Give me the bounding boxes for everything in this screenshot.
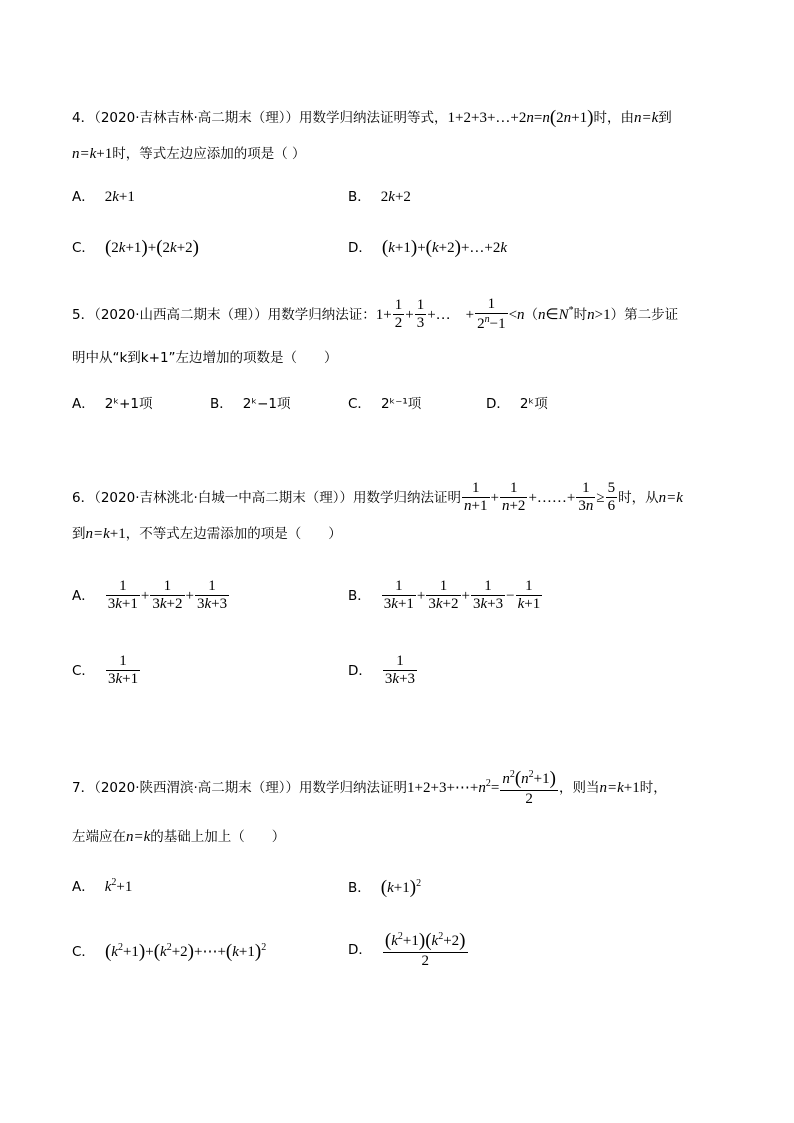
q4-equation: 1+2+3+…+2n=n(2n+1) — [447, 107, 594, 128]
q7-option-c: C． $(k^2+1)+(k^2+2)+\cdots+(k+1)^2$ — [72, 941, 267, 962]
q5-option-c: C． 2ᵏ⁻¹项 — [348, 396, 422, 412]
q4-option-d: D． (k+1)+(k+2)+…+2k — [348, 237, 508, 258]
q4-stem-line1: 4．（2020·吉林吉林·高二期末（理））用数学归纳法证明等式，1+2+3+…+2n=n(2n+1)时，由n=k到 — [72, 107, 672, 128]
q4-option-b: B． 2k+2 — [348, 189, 411, 205]
q5-stem-line2: 明中从“k到k+1”左边增加的项数是（ ） — [72, 350, 338, 366]
q4-option-a: A． 2k+1 — [72, 189, 135, 205]
q4-stem-line2: n=k+1时，等式左边应添加的项是（ ） — [72, 146, 306, 162]
q5-option-a: A． 2ᵏ+1项 — [72, 396, 153, 412]
q7-option-a: A． $k^2+1$ — [72, 877, 133, 895]
q5-option-b: B． 2ᵏ−1项 — [210, 396, 291, 412]
q7-stem-line1: 7．（2020·陕西渭滨·高二期末（理））用数学归纳法证明$1+2+3+\cdots+n^2=$ $\frac{n^2(n^2+1)}{2}$ ，则当n=k+1时， — [72, 768, 667, 807]
q6-option-d: D． $\frac{1}{3k+3}$ — [348, 653, 416, 688]
q6-stem-line1: 6．（2020·吉林洮北·白城一中高二期末（理））用数学归纳法证明 $\frac{1}{n+1}$ + $\frac{1}{n+2}$ +……+ $\frac{1}{3n}$ ≥ $\frac{5}{6}$ 时，从n=k — [72, 480, 683, 515]
q5-stem-line1: 5．（2020·山西高二期末（理））用数学归纳法证：1+ $\frac{1}{2}$ + $\frac{1}{3}$ +… + $\frac{1}{2^n-1}$ <n（n∈N*时n>1）第二步证 — [72, 296, 679, 333]
q6-option-c: C． $\frac{1}{3k+1}$ — [72, 653, 139, 688]
q7-option-d: D． $\frac{(k^2+1)(k^2+2)}{2}$ — [348, 930, 466, 969]
q7-option-b: B． $(k+1)^2$ — [348, 877, 422, 898]
q4-stem-prefix: 4．（2020·吉林吉林·高二期末（理））用数学归纳法证明等式， — [72, 110, 448, 126]
q5-option-d: D． 2ᵏ项 — [486, 396, 548, 412]
q7-stem-line2: 左端应在n=k的基础上加上（ ） — [72, 829, 286, 845]
q6-option-a: A． $\frac{1}{3k+1}$ + $\frac{1}{3k+2}$ + $\frac{1}{3k+3}$ — [72, 578, 228, 613]
q6-stem-line2: 到n=k+1，不等式左边需添加的项是（ ） — [72, 526, 342, 542]
q6-option-b: B． $\frac{1}{3k+1}$ + $\frac{1}{3k+2}$ + $\frac{1}{3k+3}$ − $\frac{1}{k+1}$ — [348, 578, 541, 613]
q4-option-c: C． (2k+1)+(2k+2) — [72, 237, 199, 258]
